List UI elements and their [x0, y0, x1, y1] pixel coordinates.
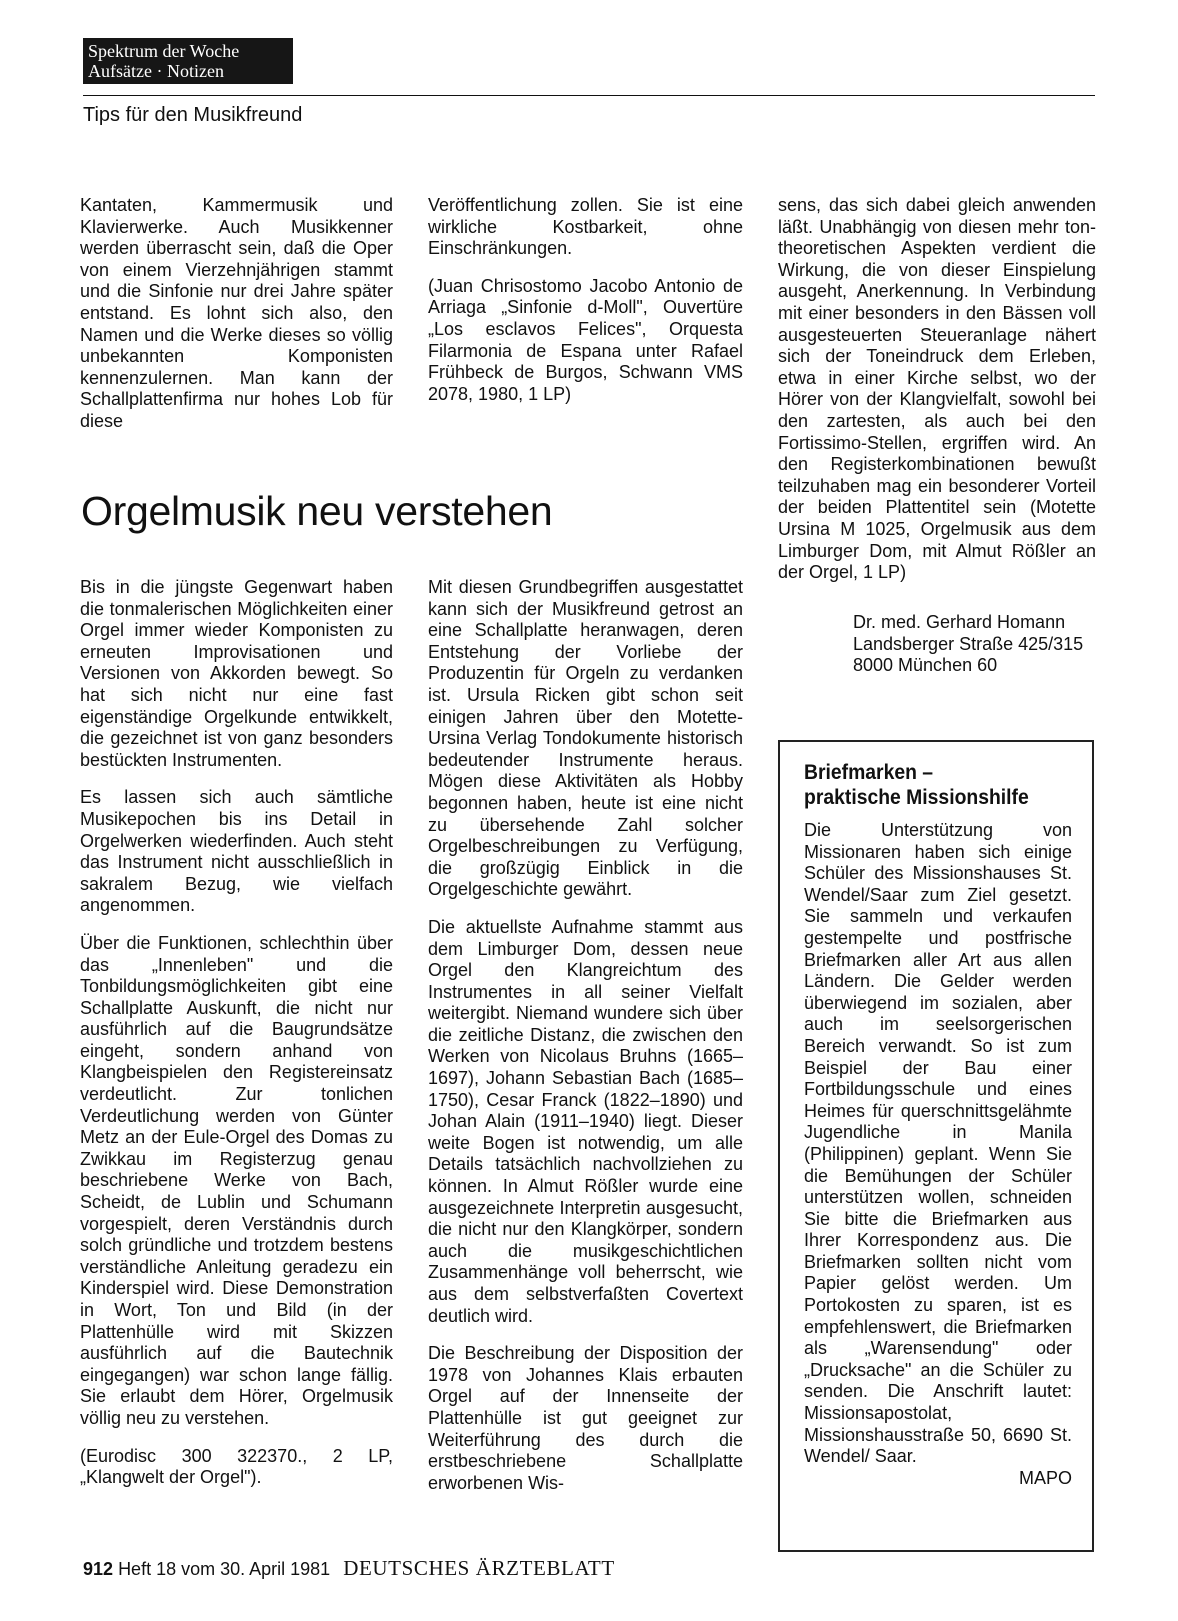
- sidebar-title: [804, 760, 1045, 810]
- sidebar-title-line1: Briefmarken –: [804, 760, 934, 784]
- paragraph: Bis in die jüngste Gegenwart haben die tonmalerischen Möglichkeiten einer Orgel immer wieder Komponisten zu erneuten Improvisationen und Versionen von Akkorden bewegt. So hat sich nicht nur eine fast eigenständige Orgelkunde entwikkelt, die gezeichnet ist von ganz besonders bestückten Instrumenten.: [80, 577, 393, 770]
- author-name: Dr. med. Gerhard Homann: [853, 612, 1066, 632]
- top-article-col1: [80, 195, 393, 433]
- sidebar-title-line2: praktische Missionshilfe: [804, 785, 1029, 809]
- paragraph: Die aktuellste Aufnahme stammt aus dem Limburger Dom, dessen neue Orgel den Klangreichtum des Instrumentes in all seiner Vielfalt weitergibt. Niemand wundere sich über die zeitliche Distanz, die zwischen den Werken von Nicolaus Bruhns (1665–1697), Johann Sebastian Bach (1685–1750), Cesar Franck (1822–1890) und Johan Alain (1911–1940) liegt. Dieser weite Bogen ist notwendig, um alle Details tatsächlich nachvollziehen zu können. In Almut Rößler wurde eine ausgezeichnete Interpretin ausgesucht, die nicht nur den Klangkörper, sondern auch die musikgeschichtlichen Zusammenhänge voll beherrscht, wie aus dem selbstverfaßten Covertext deutlich wird.: [428, 916, 743, 1326]
- sidebar-box: [778, 740, 1094, 1552]
- sidebar-signature: MAPO: [1018, 1467, 1072, 1488]
- header-rule: [83, 95, 1095, 96]
- sidebar-body: Die Unterstützung von Missionaren haben sich einige Schüler des Missionshauses St. Wendel/Saar zum Ziel gesetzt. Sie sammeln und verkaufen gestempelte und postfrische Briefmarken aller Art aus allen Ländern. Die Gelder werden überwiegend im sozialen, aber auch im seelsorgerischen Bereich verwandt. So ist zum Beispiel der Bau einer Fortbildungsschule und eines Heimes für querschnittsgelähmte Jugendliche in Manila (Philippinen) geplant. Wenn Sie die Bemühungen der Schüler unterstützen wollen, schneiden Sie bitte die Briefmarken aus Ihrer Korrespondenz aus. Die Briefmarken sollten nicht vom Papier gelöst werden. Um Portokosten zu sparen, ist es empfehlenswert, die Briefmarken als „Warensendung" oder „Drucksache" an die Schüler zu senden. Die Anschrift lautet: Missionsapostolat, Missionshausstraße 50, 6690 St. Wendel/ Saar.: [804, 820, 1072, 1467]
- header-line2: Aufsätze · Notizen: [88, 61, 224, 81]
- author-block: [853, 612, 1083, 677]
- issue-info: Heft 18 vom 30. April 1981: [118, 1559, 331, 1579]
- top-article-col2: [428, 195, 743, 405]
- header-box: [83, 38, 293, 84]
- paragraph: sens, das sich dabei gleich anwenden läßt. Unabhängig von diesen mehr ton-theoretischen Aspekten verdient die Wirkung, die von dieser Einspielung ausgeht, Anerkennung. In Verbindung mit einer besonders in den Bässen voll ausgesteuerten Steueranlage nähert sich der Toneindruck dem Erleben, etwa in einer Kirche selbst, wo der Hörer von der Klangvielfalt, sowohl bei den zartesten, als auch bei den Fortissimo-Stellen, ergriffen wird. An den Registerkombinationen bewußt teilzuhaben mag ein besonderer Vorteil der beiden Plattentitel sein (Motette Ursina M 1025, Orgelmusik aus dem Limburger Dom, mit Almut Rößler an der Orgel, 1 LP): [778, 195, 1096, 583]
- paragraph: Veröffentlichung zollen. Sie ist eine wirkliche Kostbarkeit, ohne Einschränkungen.: [428, 195, 743, 259]
- paragraph: (Eurodisc 300 322370., 2 LP, „Klangwelt der Orgel").: [80, 1445, 393, 1488]
- sidebar-text: [804, 820, 1072, 1489]
- author-street: Landsberger Straße 425/315: [853, 633, 1084, 654]
- main-article-col1: [80, 577, 393, 1489]
- main-article-col3: [778, 195, 1096, 584]
- paragraph: Kantaten, Kammermusik und Klavierwerke. Auch Musikkenner werden überrascht sein, daß die Oper von einem Vierzehnjährigen stammt und die Sinfonie nur drei Jahre später entstand. Es lohnt sich also, den Namen und die Werke dieses so völlig unbekannten Komponisten kennenzulernen. Man kann der Schallplattenfirma nur hohes Lob für diese: [80, 195, 393, 431]
- page-number: 912: [83, 1559, 114, 1579]
- journal-name: DEUTSCHES ÄRZTEBLATT: [343, 1556, 615, 1580]
- paragraph: (Juan Chrisostomo Jacobo Antonio de Arriaga „Sinfonie d-Moll", Ouvertüre „Los esclavos Felices", Orquesta Filarmonia de Espana unter Rafael Frühbeck de Burgos, Schwann VMS 2078, 1980, 1 LP): [428, 275, 743, 404]
- paragraph: Über die Funktionen, schlechthin über das „Innenleben" und die Tonbildungsmöglichkeiten gibt eine Schallplatte Auskunft, die nicht nur ausführlich auf die Baugrundsätze eingeht, sondern anhand von Klangbeispielen den Registereinsatz verdeutlicht. Zur tonlichen Verdeutlichung werden von Günter Metz an der Eule-Orgel des Domas zu Zwikkau im Registerzug genau beschriebene Werke von Bach, Scheidt, de Lublin und Schumann vorgespielt, deren Verständnis durch solch gründliche und trotzdem bestens verständliche Anleitung geradezu ein Kinderspiel wird. Diese Demonstration in Wort, Ton und Bild (in der Plattenhülle wird mit Skizzen ausführlich auf die Bautechnik eingegangen) war schon lange fällig. Sie erlaubt dem Hörer, Orgelmusik völlig neu zu verstehen.: [80, 932, 393, 1428]
- paragraph: Die Beschreibung der Disposition der 1978 von Johannes Klais erbauten Orgel auf der Innenseite der Plattenhülle ist gut geeignet zur Weiterführung des durch die erstbeschriebene Schallplatte erworbenen Wis-: [428, 1343, 743, 1493]
- section-title: Tips für den Musikfreund: [83, 104, 303, 126]
- article-headline: Orgelmusik neu verstehen: [81, 488, 553, 534]
- main-article-col2: [428, 577, 743, 1494]
- author-city: 8000 München 60: [853, 655, 998, 676]
- page-footer: [83, 1556, 615, 1581]
- header-line1: Spektrum der Woche: [88, 41, 240, 61]
- paragraph: Es lassen sich auch sämtliche Musikepochen bis ins Detail in Orgelwerken wiederfinden. Auch steht das Instrument nicht ausschließlich in sakralem Bezug, wie vielfach angenommen.: [80, 787, 393, 916]
- paragraph: Mit diesen Grundbegriffen ausgestattet kann sich der Musikfreund getrost an eine Schallplatte heranwagen, deren Entstehung der Vorliebe der Produzentin für Orgeln zu verdanken ist. Ursula Ricken gibt schon seit einigen Jahren über den Motette-Ursina Verlag Tondokumente historisch bedeutender Instrumente heraus. Mögen diese Aktivitäten als Hobby begonnen haben, heute ist eine nicht zu übersehende Zahl solcher Orgelbeschreibungen zu Verfügung, die großzügig Einblick in die Orgelgeschichte gewährt.: [428, 577, 743, 900]
